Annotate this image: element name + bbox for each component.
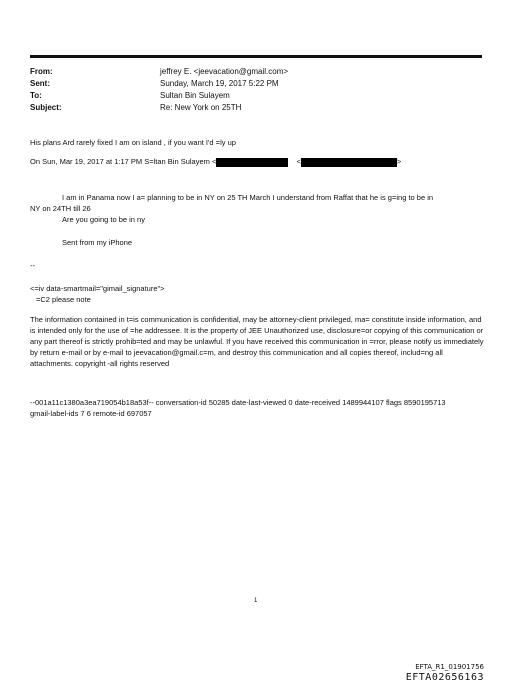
email-header — [30, 66, 288, 114]
subject-value: Re: New York on 25TH — [160, 103, 242, 112]
sent-value: Sunday, March 19, 2017 5:22 PM — [160, 79, 279, 88]
to-value: Sultan Bin Sulayem — [160, 91, 230, 100]
quoted-line-2: NY on 24TH till 26 — [30, 204, 91, 213]
quote-intro-line — [30, 156, 401, 167]
to-label: To: — [30, 91, 42, 100]
to-row — [30, 90, 288, 102]
signature-tag: <=iv data-smartmail="gimail_signature"> — [30, 284, 165, 293]
quote-intro-text: On Sun, Mar 19, 2017 at 1:17 PM S=ltan Bin Sulayem < — [30, 157, 217, 166]
footer-id-2: EFTA02656163 — [405, 672, 484, 683]
signature-line: =C2 please note — [36, 295, 91, 304]
sent-label: Sent: — [30, 79, 50, 88]
quoted-line-3: Are you going to be in ny — [62, 215, 145, 224]
footer-id-1: EFTA_R1_01901756 — [415, 663, 484, 671]
page-number: 1 — [254, 598, 258, 604]
subject-row — [30, 102, 288, 114]
subject-label: Subject: — [30, 103, 62, 112]
quote-end-text: > — [396, 157, 402, 166]
quoted-line-1: I am in Panama now I a= planning to be in NY on 25 TH March I understand from Raffat that he is g=ing to be in — [62, 193, 434, 202]
header-rule — [30, 55, 482, 58]
redaction-box — [301, 158, 397, 167]
sent-row — [30, 78, 288, 90]
redaction-box — [216, 158, 288, 167]
disclaimer-paragraph: The information contained in t=is communication is confidential, may be attorney-client privileged, ma= constitute inside information, and is intended only for the use of =he addressee. It is the property of JEE Unauthorized use, disclosure=or copying of this communication or any part thereof is strictly prohib=ted and may be unlawful. If you have received this communication in =rror, please notify us immediately by return e-mail or by e-mail to jeevacation@gmail.c=m, and destroy this communication and all copies thereof, includ=ng all attachments. copyright -all rights reserved — [30, 315, 484, 368]
metadata-paragraph: --001a11c1380a3ea719054b18a53f-- conversation-id 50285 date-last-viewed 0 date-received 1489944107 flags 8590195713 gmail-label-ids 7 6 remote-id 697057 — [30, 398, 446, 418]
from-row — [30, 66, 288, 78]
sent-from-line: Sent from my iPhone — [62, 238, 133, 247]
from-value: jeffrey E. <jeevacation@gmail.com> — [160, 67, 289, 76]
quote-mid-text: < — [296, 157, 301, 166]
from-label: From: — [30, 67, 53, 76]
separator: -- — [30, 261, 35, 270]
reply-line: His plans Ard rarely fixed I am on island , if you want I'd =ly up — [30, 138, 236, 147]
